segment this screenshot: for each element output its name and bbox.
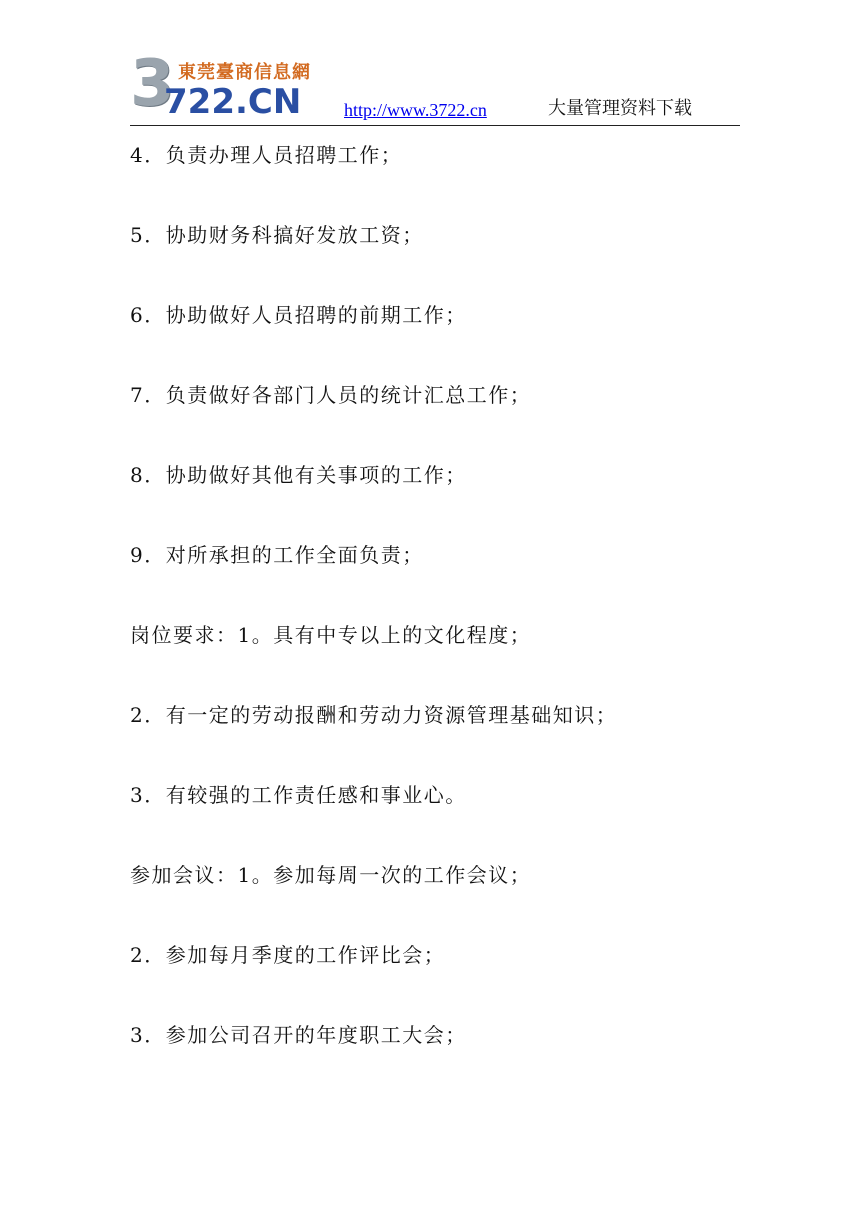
site-url-link[interactable]: http://www.3722.cn (344, 100, 487, 120)
duty-item-9: 9．对所承担的工作全面负责； (130, 543, 424, 567)
logo-big-digit: 3 (130, 47, 173, 121)
site-logo[interactable] (130, 47, 311, 122)
requirement-item-1: 岗位要求：1。具有中专以上的文化程度； (130, 623, 532, 647)
meeting-item-1: 参加会议：1。参加每周一次的工作会议； (130, 863, 532, 887)
logo-chinese-name: 東莞臺商信息網 (178, 62, 311, 83)
logo-number: 722.CN (164, 82, 302, 122)
duty-item-4: 4．负责办理人员招聘工作； (130, 143, 403, 167)
meeting-item-2: 2．参加每月季度的工作评比会； (130, 943, 446, 967)
duty-item-6: 6．协助做好人员招聘的前期工作； (130, 303, 467, 327)
document-body (130, 140, 750, 1100)
duty-item-5: 5．协助财务科搞好发放工资； (130, 223, 424, 247)
duty-item-7: 7．负责做好各部门人员的统计汇总工作； (130, 383, 532, 407)
page-header (130, 47, 740, 126)
requirement-item-2: 2．有一定的劳动报酬和劳动力资源管理基础知识； (130, 703, 618, 727)
meeting-item-3: 3．参加公司召开的年度职工大会； (130, 1023, 467, 1047)
header-tagline: 大量管理资料下载 (548, 98, 692, 119)
requirement-item-3: 3．有较强的工作责任感和事业心。 (130, 783, 467, 807)
header-divider (130, 125, 740, 126)
duty-item-8: 8．协助做好其他有关事项的工作； (130, 463, 467, 487)
